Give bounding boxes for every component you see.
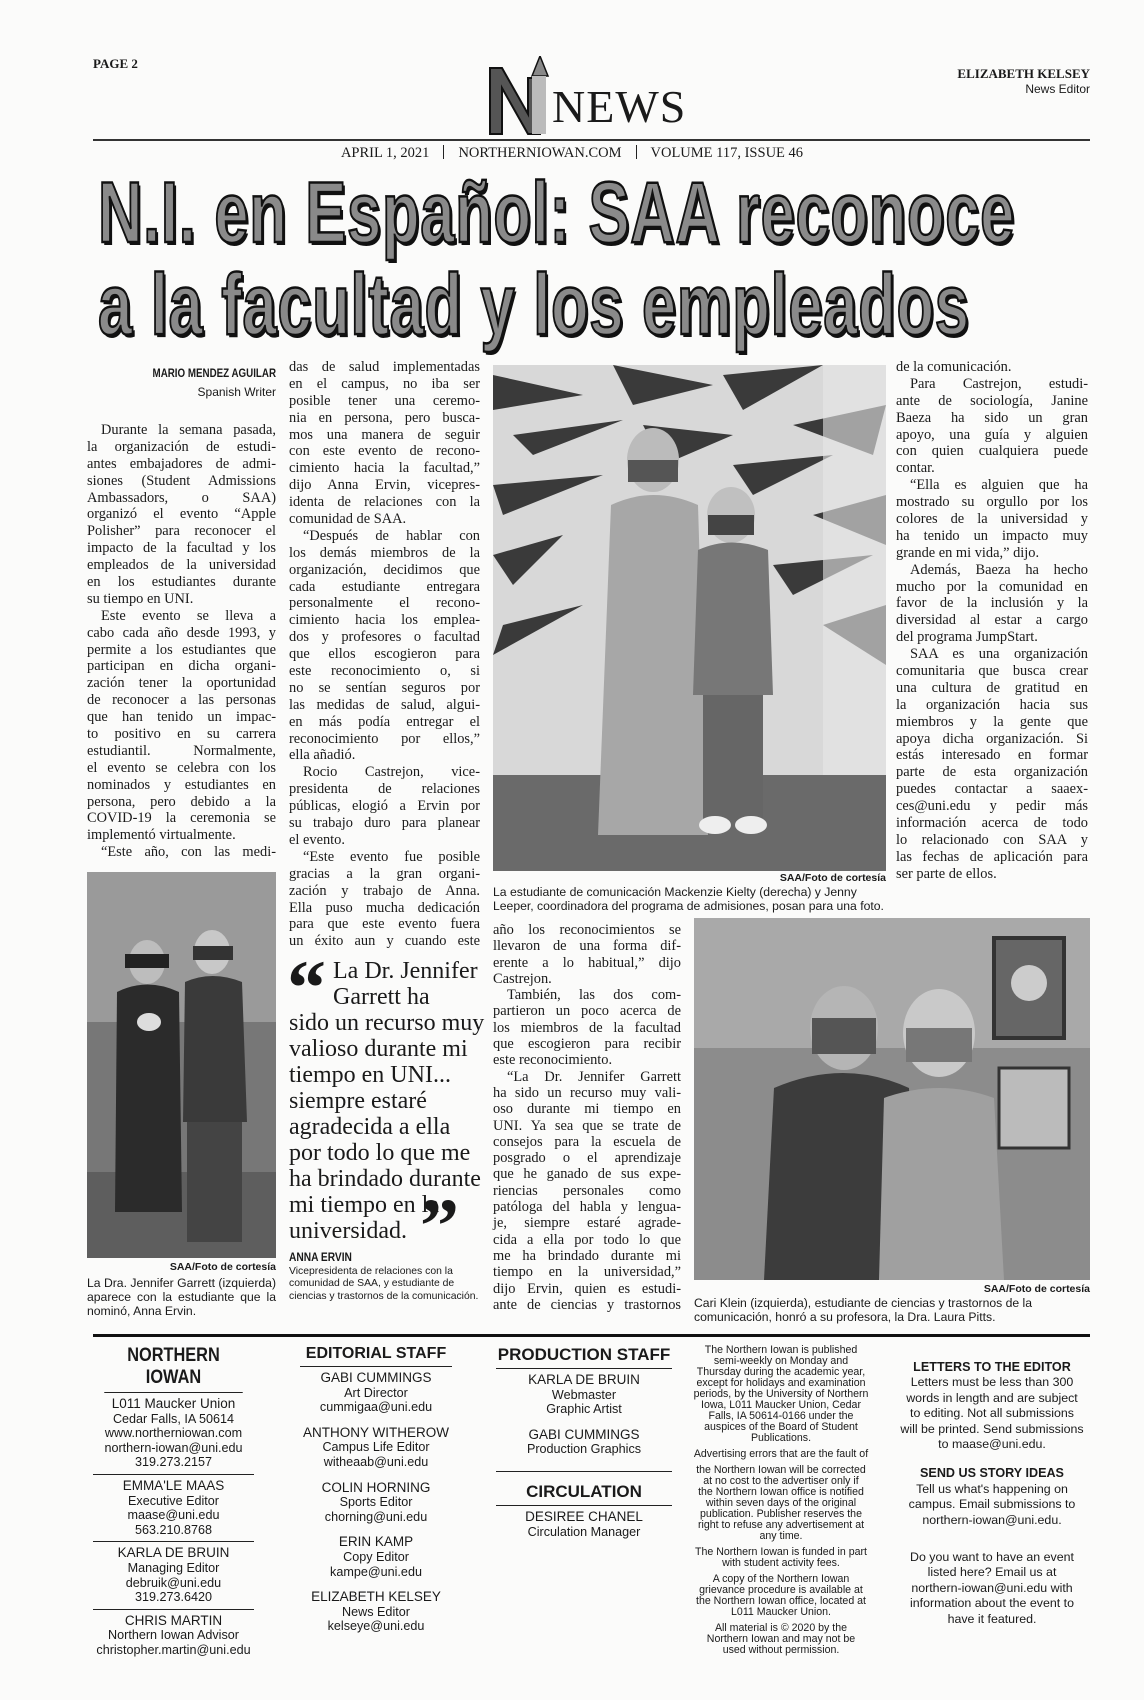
quote-line: La Dr. Jennifer: [333, 958, 478, 984]
text-line: Polisher” para reconocer el: [87, 523, 276, 540]
circulation-list: [496, 1510, 672, 1539]
pull-quote-attribution: ANNA ERVIN: [289, 1250, 352, 1264]
footer-line: witheaab@uni.edu: [323, 1454, 429, 1469]
footer-line: L011 Maucker Union: [111, 1396, 236, 1411]
footer-line: kampe@uni.edu: [330, 1564, 422, 1579]
text-line: ha tenido un impacto muy: [896, 527, 1088, 544]
footer-block: [681, 1547, 881, 1569]
footer-line: All material is © 2020 by the: [714, 1622, 848, 1634]
footer-line: maase@uni.edu: [127, 1508, 220, 1523]
text-line: el evento.: [289, 831, 345, 848]
article-column-3: [493, 922, 681, 1313]
text-line: estudiantil. Normalmente,: [87, 742, 276, 759]
text-line: organizó el evento “Apple: [87, 506, 276, 523]
text-line: comunitaria que busca crear: [896, 663, 1088, 680]
footer-line: information about the event to: [910, 1596, 1074, 1611]
footer-line: A copy of the Northern Iowan: [712, 1573, 850, 1585]
pull-quote-role: Vicepresidenta de relaciones con la comunidad de SAA, y estudiante de ciencias y trastornos de la comunicación.: [289, 1266, 479, 1302]
text-line: identa de relaciones con la: [289, 494, 480, 511]
footer-line: ELIZABETH KELSEY: [311, 1589, 441, 1605]
footer-line: Tell us what's happening on: [916, 1481, 1068, 1496]
footer-block: [496, 1428, 672, 1457]
footer-line: with student activity fees.: [722, 1557, 840, 1569]
text-line: su tiempo en UNI.: [87, 590, 194, 607]
paragraph: [87, 422, 276, 608]
footer-line: Iowa, L011 Maucker Union, Cedar: [701, 1399, 861, 1411]
footer-block: [93, 1479, 254, 1542]
photo-credit: SAA/Foto de cortesía: [169, 1261, 276, 1273]
footer-line: Northern Iowan and may not be: [706, 1633, 856, 1645]
footer-line: the Northern Iowan office, located at: [696, 1595, 866, 1607]
footer-line: The Northern Iowan is published: [704, 1344, 858, 1356]
paragraph: [896, 359, 1088, 376]
text-line: posible tener una ceremo-: [289, 392, 480, 409]
text-line: comunidad de SAA.: [289, 511, 407, 528]
text-line: Ella puso mucha dedicación: [289, 899, 480, 916]
text-line: parte de esta organización: [896, 764, 1088, 781]
issue-date: APRIL 1, 2021: [340, 145, 430, 161]
quote-line: agradecida a ella: [289, 1114, 451, 1140]
section-heading: SEND US STORY IDEAS: [920, 1466, 1064, 1481]
text-line: las medidas de salud, algui-: [289, 696, 480, 713]
footer-line: COLIN HORNING: [321, 1479, 431, 1495]
photo-caption: La Dra. Jennifer Garrett (izquierda) aparece con la estudiante que la nominó, Anna Ervin.: [87, 1276, 276, 1318]
text-line: del programa JumpStart.: [896, 629, 1038, 646]
text-line: SAA es una organización: [910, 646, 1088, 663]
footer-block: [496, 1373, 672, 1417]
footer-line: christopher.martin@uni.edu: [96, 1642, 251, 1657]
paragraph: [289, 849, 480, 950]
footer-line: chorning@uni.edu: [324, 1509, 428, 1524]
footer-line: Northern Iowan Advisor: [108, 1628, 239, 1643]
footer-line: publication. Publisher reserves the: [700, 1508, 862, 1520]
section-heading: LETTERS TO THE EDITOR: [913, 1360, 1071, 1374]
text-line: ante de ciencias y trastornos: [493, 1296, 681, 1313]
footer-line: northern-iowan@uni.edu with: [911, 1580, 1073, 1595]
photo-caption: La estudiante de comunicación Mackenzie Kielty (derecha) y Jenny Leeper, coordinadora del programa de admisiones, posan para una foto.: [493, 885, 884, 913]
text-line: patóloga del habla y lengua-: [493, 1199, 681, 1216]
text-line: en los estudiantes durante: [87, 574, 276, 591]
article-column-4: [896, 359, 1088, 883]
text-line: que he ganado de sus expe-: [493, 1166, 681, 1183]
paragraph: [896, 376, 1088, 477]
divider: [636, 145, 637, 159]
quote-line: mi tiempo en la: [289, 1192, 439, 1218]
footer-section: [894, 1360, 1090, 1452]
text-line: presidenta de relaciones: [289, 781, 480, 798]
staff-list: [496, 1373, 672, 1457]
text-line: los miembros de la facultad: [493, 1019, 681, 1036]
paragraph: [493, 922, 681, 987]
text-line: Para Castrejon, estudi-: [910, 375, 1088, 392]
section-title: NEWS: [552, 81, 687, 132]
footer-line: semi-weekly on Monday and: [713, 1355, 849, 1367]
text-line: ces@uni.edu y pedir más: [896, 798, 1088, 815]
text-line: cabo cada año desde 1993, y: [87, 624, 276, 641]
text-line: este reconocimiento o, si: [289, 663, 480, 680]
text-line: un éxito aun y cuando este: [289, 933, 480, 950]
footer-line: auspices of the Board of Student: [704, 1421, 858, 1433]
text-line: miembros y la gente que: [896, 713, 1088, 730]
footer-line: at no cost to the advertiser only if: [703, 1475, 859, 1487]
photo-kielty-leeper: [493, 365, 886, 871]
footer-line: words in length and are subject: [906, 1390, 1078, 1405]
article-column-1: [87, 422, 276, 861]
footer-block: [300, 1590, 452, 1634]
text-line: erente a lo habitual,” dijo: [493, 954, 681, 971]
footer-block: [496, 1510, 672, 1539]
quote-line: sido un recurso muy: [289, 1010, 485, 1036]
footer-line: kelseye@uni.edu: [327, 1619, 425, 1634]
paragraph: [87, 844, 276, 861]
footer-block: [681, 1345, 881, 1444]
text-line: ante de sociología, Janine: [896, 392, 1088, 409]
footer-line: Falls, IA 50614-0166 under the: [708, 1410, 854, 1422]
article-column-2: [289, 359, 480, 950]
page-number: PAGE 2: [93, 56, 138, 71]
footer-line: northern-iowan@uni.edu.: [922, 1512, 1062, 1527]
footer-section: [894, 1466, 1090, 1528]
text-line: que escogieron para recibir: [493, 1036, 681, 1053]
footer-line: within seven days of the original: [705, 1497, 857, 1509]
text-line: “Ella es alguien que ha: [910, 477, 1088, 494]
text-line: organización, decidimos que: [289, 561, 480, 578]
section-editor-role: News Editor: [1025, 82, 1090, 96]
text-line: COVID-19 la ceremonia se: [87, 810, 276, 827]
quote-line: ha brindado durante: [289, 1166, 481, 1192]
text-line: de la comunicación.: [896, 359, 1012, 375]
footer-line: The Northern Iowan is funded in part: [695, 1546, 867, 1558]
text-line: la organización hacia sus: [896, 696, 1088, 713]
text-line: implementó virtualmente.: [87, 827, 236, 844]
text-line: para que este evento fuera: [289, 916, 480, 933]
footer-line: L011 Maucker Union.: [731, 1606, 831, 1618]
footer-line: will be printed. Send submissions: [900, 1421, 1084, 1436]
publication-notice: [681, 1345, 881, 1661]
footer-section: [894, 1550, 1090, 1627]
text-line: “Este año, con las medi-: [101, 844, 276, 861]
photo-image-icon: [694, 918, 1090, 1280]
divider: [496, 1471, 672, 1482]
text-line: no se sentían seguros por: [289, 679, 480, 696]
text-line: ser parte de ellos.: [896, 865, 997, 882]
footer-line: Webmaster: [551, 1387, 617, 1402]
paragraph: [289, 528, 480, 764]
text-line: con quien cualquiera puede: [896, 443, 1088, 460]
footer-line: CHRIS MARTIN: [124, 1612, 223, 1628]
production-staff: [496, 1345, 672, 1550]
footer-line: News Editor: [342, 1604, 410, 1619]
footer-line: ERIN KAMP: [338, 1534, 414, 1550]
footer-line: Publications.: [750, 1432, 812, 1444]
byline: [87, 368, 276, 399]
dateline: [0, 145, 1144, 162]
text-line: Castrejon.: [493, 970, 552, 987]
footer-block: [93, 1614, 254, 1662]
masthead-rule: [93, 139, 1090, 141]
footer-line: Circulation Manager: [527, 1524, 641, 1539]
text-line: me ha brindado durante mi: [493, 1247, 681, 1264]
footer-line: used without permission.: [722, 1644, 840, 1656]
text-line: posgrado o el aprendizaje: [493, 1150, 681, 1167]
footer-line: DESIREE CHANEL: [525, 1508, 643, 1524]
footer-line: grievance procedure is available at: [699, 1584, 863, 1596]
northern-iowan-contact: [93, 1345, 254, 1666]
quote-line: universidad.: [289, 1218, 407, 1244]
text-line: siones (Student Admissions: [87, 472, 276, 489]
footer-line: Production Graphics: [526, 1442, 642, 1457]
footer-line: EMMA'LE MAAS: [122, 1477, 225, 1493]
footer-block: [681, 1465, 881, 1542]
text-line: riencias personales como: [493, 1182, 681, 1199]
text-line: “Este evento fue posible: [303, 848, 480, 865]
footer-block: [300, 1371, 452, 1415]
text-line: apoyo, una guía y alguien: [896, 426, 1088, 443]
text-line: mos una manera de seguir: [289, 426, 480, 443]
paragraph: [896, 646, 1088, 882]
text-line: colores de la universidad y: [896, 511, 1088, 528]
text-line: impacto de la facultad y los: [87, 540, 276, 557]
text-line: das de salud implementadas: [289, 359, 480, 375]
text-line: diversidad al estar a cargo: [896, 612, 1088, 629]
paragraph: [493, 987, 681, 1068]
text-line: personalmente el recono-: [289, 595, 480, 612]
paragraph: [493, 1069, 681, 1313]
footer-line: Sports Editor: [339, 1495, 413, 1510]
photo-garrett-ervin: [87, 872, 276, 1258]
footer-line: Executive Editor: [128, 1493, 219, 1508]
photo-credit: SAA/Foto de cortesía: [983, 1283, 1090, 1295]
footer-title: EDITORIAL STAFF: [300, 1345, 452, 1367]
footer-line: Managing Editor: [127, 1560, 220, 1575]
footer-line: except for holidays and examination: [696, 1377, 866, 1389]
circulation-title: CIRCULATION: [496, 1482, 672, 1506]
photo-klein-pitts: [694, 918, 1090, 1280]
footer-title: PRODUCTION STAFF: [496, 1345, 672, 1369]
text-line: UNI. Ya sea que se trate de: [493, 1117, 681, 1134]
text-line: dijo Ervin, quien es estudi-: [493, 1280, 681, 1297]
close-quote-icon: ”: [420, 1182, 459, 1269]
volume-issue: VOLUME 117, ISSUE 46: [650, 145, 804, 161]
quote-line: valioso durante mi: [289, 1036, 468, 1062]
paragraph: [896, 562, 1088, 646]
text-line: antes embajadores de admi-: [87, 455, 276, 472]
text-line: estás interesado en formar: [896, 747, 1088, 764]
text-line: año los reconocimientos se: [493, 922, 681, 938]
photo-credit: SAA/Foto de cortesía: [779, 872, 886, 884]
text-line: Durante la semana pasada,: [101, 422, 276, 438]
text-line: dos y profesores o facultad: [289, 629, 480, 646]
text-line: contar.: [896, 460, 935, 477]
footer-line: cummigaa@uni.edu: [319, 1400, 433, 1415]
footer-line: GABI CUMMINGS: [320, 1370, 432, 1385]
footer-line: Advertising errors that are the fault of: [693, 1448, 869, 1460]
footer-line: Art Director: [344, 1385, 408, 1400]
open-quote-icon: “: [287, 944, 326, 1031]
footer-line: ANTHONY WITHEROW: [303, 1424, 449, 1440]
text-line: participan en dicha organi-: [87, 658, 276, 675]
footer-line: the Northern Iowan will be corrected: [696, 1464, 866, 1476]
text-line: en más podía entregar el: [289, 713, 480, 730]
footer-line: any time.: [759, 1530, 803, 1542]
text-line: que ellos escogieron para: [289, 646, 480, 663]
text-line: zación y trabajo de Anna.: [289, 882, 480, 899]
text-line: la organización de estudi-: [87, 438, 276, 455]
footer-block: [681, 1449, 881, 1460]
photo-caption: Cari Klein (izquierda), estudiante de ciencias y trastornos de la comunicación, honró a su profesora, la Dra. Laura Pitts.: [694, 1296, 1033, 1324]
footer-block: [300, 1426, 452, 1470]
text-line: de reconocer a las personas: [87, 692, 276, 709]
photo-image-icon: [87, 872, 276, 1258]
text-line: llevaron de una forma dif-: [493, 938, 681, 955]
footer-block: [93, 1546, 254, 1609]
footer-line: 319.273.6420: [134, 1590, 213, 1605]
footer-line: the Northern Iowan office is notified: [698, 1486, 864, 1498]
footer-line: Cedar Falls, IA 50614: [112, 1411, 235, 1426]
footer-line: to maase@uni.edu.: [938, 1437, 1046, 1452]
paragraph: [289, 764, 480, 848]
footer-line: listed here? Email us at: [927, 1565, 1057, 1580]
footer-line: Do you want to have an event: [910, 1550, 1074, 1565]
footer-line: 319.273.2157: [134, 1455, 213, 1470]
text-line: cida a ella por todo lo que: [493, 1231, 681, 1248]
text-line: lo relacionado con SAA y: [896, 831, 1088, 848]
footer-line: KARLA DE BRUIN: [117, 1545, 230, 1561]
text-line: ella añadió.: [289, 747, 356, 764]
footer-line: Letters must be less than 300: [910, 1375, 1074, 1390]
text-line: to positivo en su carrera: [87, 726, 276, 743]
text-line: públicas, elogió a Ervin por: [289, 798, 480, 815]
footer-block: [93, 1397, 254, 1475]
footer-line: www.northerniowan.com: [104, 1426, 243, 1441]
text-line: apoya dicha organización. Si: [896, 730, 1088, 747]
footer-line: KARLA DE BRUIN: [528, 1372, 640, 1387]
text-line: Ambassadors, o SAA): [87, 489, 276, 506]
footer-line: debruik@uni.edu: [125, 1575, 222, 1590]
text-line: cimiento hacia la facultad,”: [289, 460, 480, 477]
text-line: consejos para la escuela de: [493, 1133, 681, 1150]
headline-line-1: N.I. en Español: SAA reconoce: [98, 165, 1016, 261]
text-line: el evento se celebra con los: [87, 759, 276, 776]
text-line: oso durante mi tiempo en: [493, 1101, 681, 1118]
footer-block: [300, 1481, 452, 1525]
text-line: reconocimiento por ellos,”: [289, 730, 480, 747]
text-line: los demás miembros de la: [289, 544, 480, 561]
divider: [443, 145, 444, 159]
quote-line: Garrett ha: [333, 984, 430, 1010]
text-line: grande en mi vida,” dijo.: [896, 544, 1040, 561]
footer-line: Copy Editor: [343, 1549, 409, 1564]
text-line: persona, pero debido a la: [87, 793, 276, 810]
text-line: dijo Anna Ervin, vicepres-: [289, 477, 480, 494]
footer-line: have it featured.: [947, 1611, 1037, 1626]
footer-line: 563.210.8768: [134, 1522, 213, 1537]
footer-line: GABI CUMMINGS: [528, 1426, 640, 1442]
footer-line: periods, by the University of Northern: [693, 1388, 869, 1400]
headline-line-2: a la facultad y los empleados: [98, 257, 970, 353]
footer-rule: [93, 1334, 1090, 1337]
text-line: gracias a la gran organi-: [289, 865, 480, 882]
text-line: Este evento se lleva a: [101, 607, 276, 624]
paragraph: [896, 477, 1088, 561]
text-line: “La Dr. Jennifer Garrett: [507, 1068, 681, 1085]
text-line: También, las dos com-: [507, 987, 681, 1004]
text-line: que han tenido un impac-: [87, 709, 276, 726]
footer-block: [681, 1574, 881, 1618]
footer-line: Campus Life Editor: [322, 1440, 430, 1455]
text-line: mostrado su orgullo por los: [896, 494, 1088, 511]
text-line: “Después de hablar con: [303, 527, 480, 544]
footer-block: [300, 1535, 452, 1579]
site-link[interactable]: NORTHERNIOWAN.COM: [458, 145, 622, 161]
text-line: en el campus, no iba ser: [289, 375, 480, 392]
text-line: tiempo en la universidad,”: [493, 1264, 681, 1281]
section-editor-name: ELIZABETH KELSEY: [957, 66, 1090, 81]
text-line: je, siempre estaré agrade-: [493, 1215, 681, 1232]
quote-line: por todo lo que me: [289, 1140, 471, 1166]
paragraph: [87, 608, 276, 844]
text-line: nia en persona, pero busca-: [289, 409, 480, 426]
text-line: mucho por la comunidad en: [896, 578, 1088, 595]
text-line: ha sido un recurso muy vali-: [493, 1084, 681, 1101]
text-line: partieron un poco acerca de: [493, 1003, 681, 1020]
staff-list: [300, 1371, 452, 1634]
text-line: con este evento de recono-: [289, 443, 480, 460]
text-line: este reconocimiento.: [493, 1052, 613, 1069]
text-line: favor de la inclusión y la: [896, 595, 1088, 612]
text-line: cimiento hacia los emplea-: [289, 612, 480, 629]
footer-line: right to refuse any advertisement at: [697, 1519, 865, 1531]
text-line: nominados y estudiantes en: [87, 776, 276, 793]
footer-line: northern-iowan@uni.edu: [104, 1440, 243, 1455]
text-line: información acerca de todo: [896, 815, 1088, 832]
text-line: una cultura de gratitud en: [896, 679, 1088, 696]
footer-line: campus. Email submissions to: [908, 1497, 1076, 1512]
quote-line: siempre estaré: [289, 1088, 427, 1114]
author-role: Spanish Writer: [197, 385, 276, 399]
footer-line: to editing. Not all submissions: [910, 1406, 1074, 1421]
contact-blocks: [93, 1397, 254, 1662]
section-editor: [957, 66, 1090, 96]
footer-line: Thursday during the academic year,: [696, 1366, 866, 1378]
text-line: Además, Baeza ha hecho: [910, 561, 1088, 578]
text-line: empleados de la universidad: [87, 557, 276, 574]
text-line: puedes contactar a saaex-: [896, 781, 1088, 798]
text-line: cada estudiante entregara: [289, 578, 480, 595]
text-line: su trabajo duro para planear: [289, 815, 480, 832]
letters-and-ideas: [894, 1360, 1090, 1641]
photo-image-icon: [493, 365, 886, 871]
text-line: permite a los estudiantes que: [87, 641, 276, 658]
text-line: Baeza ha sido un gran: [896, 409, 1088, 426]
paragraph: [289, 359, 480, 528]
footer-title: NORTHERN IOWAN: [104, 1345, 242, 1393]
editorial-staff: [300, 1345, 452, 1645]
footer-block: [681, 1623, 881, 1656]
text-line: Rocio Castrejon, vice-: [303, 764, 480, 781]
author-name: MARIO MENDEZ AGUILAR: [152, 368, 276, 380]
text-line: zación tener la oportunidad: [87, 675, 276, 692]
quote-line: tiempo en UNI...: [289, 1062, 451, 1088]
footer-line: Graphic Artist: [546, 1402, 622, 1417]
text-line: las fechas de aplicación para: [896, 848, 1088, 865]
